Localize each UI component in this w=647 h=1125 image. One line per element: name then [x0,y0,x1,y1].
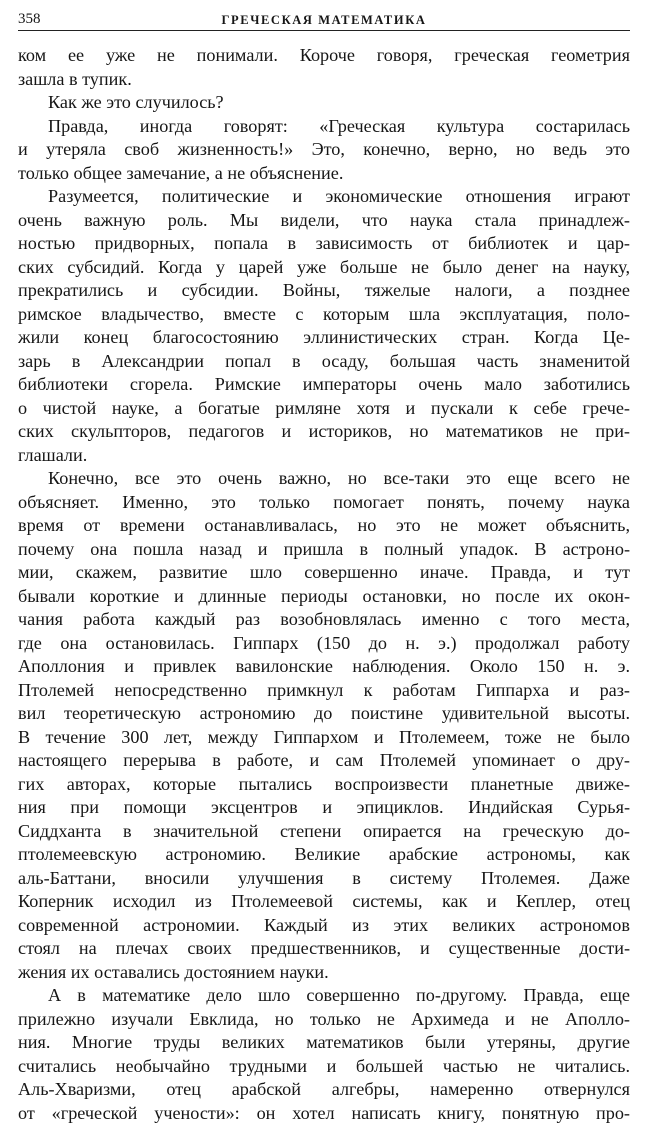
text-line: Как же это случилось? [18,91,630,115]
text-line: время от времени останавливалась, но это не может объяснить, [18,514,630,538]
text-line: настоящего перерыва в работе, и сам Птолемей упоминает о дру- [18,749,630,773]
text-line: ских скульпторов, педагогов и историков, но математиков не при- [18,420,630,444]
text-line: от «греческой учености»: он хотел написать книгу, понятную про- [18,1102,630,1125]
page-header [18,10,630,31]
text-line: и утеряла своб жизненность!» Это, конечно, верно, но ведь это [18,138,630,162]
text-line: зарь в Александрии попал в осаду, большая часть знаменитой [18,350,630,374]
text-line: жили конец благосостоянию эллинистических стран. Когда Це- [18,326,630,350]
text-line: стоял на плечах своих предшественников, и существенные дости- [18,937,630,961]
text-line: Аполлония и привлек вавилонские наблюдения. Около 150 н. э. [18,655,630,679]
text-line: только общее замечание, а не объяснение. [18,162,630,186]
running-title: ГРЕЧЕСКАЯ МАТЕМАТИКА [18,11,630,29]
text-line: Птолемей непосредственно примкнул к работам Гиппарха и раз- [18,679,630,703]
text-line: гих авторах, которые пытались воспроизвести планетные движе- [18,773,630,797]
text-line: почему она пошла назад и пришла в полный упадок. В астроно- [18,538,630,562]
text-line: прилежно изучали Евклида, но только не Архимеда и не Аполло- [18,1008,630,1032]
text-line: Коперник исходил из Птолемеевой системы, как и Кеплер, отец [18,890,630,914]
text-line: ских субсидий. Когда у царей уже больше не было денег на науку, [18,256,630,280]
text-line: библиотеки сгорела. Римские императоры очень мало заботились [18,373,630,397]
text-line: очень важную роль. Мы видели, что наука стала принадлеж- [18,209,630,233]
text-line: где она остановилась. Гиппарх (150 до н. э.) продолжал работу [18,632,630,656]
text-line: считались необычайно трудными и большей частью не читались. [18,1055,630,1079]
text-line: В течение 300 лет, между Гиппархом и Птолемеем, тоже не было [18,726,630,750]
text-line: ния при помощи эксцентров и эпициклов. Индийская Сурья- [18,796,630,820]
text-line: Аль-Хваризми, отец арабской алгебры, намеренно отвернулся [18,1078,630,1102]
text-line: о чистой науке, а богатые римляне хотя и пускали к себе грече- [18,397,630,421]
text-line: жения их оставались достоянием науки. [18,961,630,985]
text-line: аль-Баттани, вносили улучшения в систему Птолемея. Даже [18,867,630,891]
text-line: зашла в тупик. [18,68,630,92]
text-line: Правда, иногда говорят: «Греческая культура состарилась [18,115,630,139]
text-line: римское владычество, вместе с которым шла эксплуатация, поло- [18,303,630,327]
text-line: объясняет. Именно, это только помогает понять, почему наука [18,491,630,515]
text-line: А в математике дело шло совершенно по-другому. Правда, еще [18,984,630,1008]
text-line: бывали короткие и длинные периоды остановки, но после их окон- [18,585,630,609]
text-line: вил теоретическую астрономию до поистине удивительной высоты. [18,702,630,726]
body-text [18,44,630,1125]
text-line: ком ее уже не понимали. Короче говоря, греческая геометрия [18,44,630,68]
text-line: чания работа каждый раз возобновлялась именно с того места, [18,608,630,632]
text-line: глашали. [18,444,630,468]
text-line: ностью придворных, попала в зависимость от библиотек и цар- [18,232,630,256]
text-line: ния. Многие труды великих математиков были утеряны, другие [18,1031,630,1055]
text-line: птолемеевскую астрономию. Великие арабские астрономы, как [18,843,630,867]
text-line: прекратились и субсидии. Войны, тяжелые налоги, а позднее [18,279,630,303]
text-line: современной астрономии. Каждый из этих великих астрономов [18,914,630,938]
text-line: Конечно, все это очень важно, но все-таки это еще всего не [18,467,630,491]
text-line: Разумеется, политические и экономические отношения играют [18,185,630,209]
page-number: 358 [18,10,41,28]
text-line: Сиддханта в значительной степени опирается на греческую до- [18,820,630,844]
text-line: мии, скажем, развитие шло совершенно иначе. Правда, и тут [18,561,630,585]
